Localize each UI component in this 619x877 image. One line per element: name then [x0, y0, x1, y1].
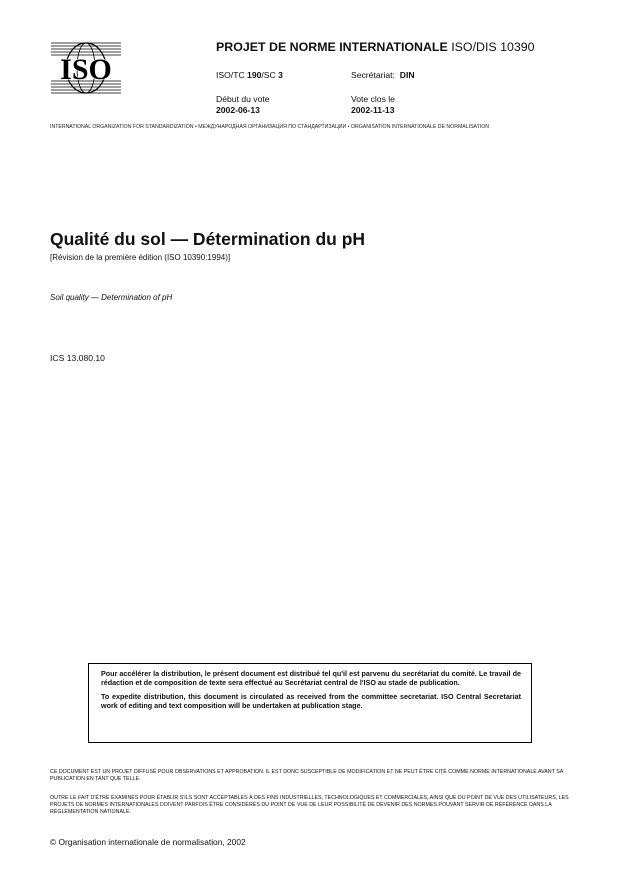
notice-english: To expedite distribution, this document is circulated as received from the committee secretariat. ISO Central Secretariat work of editing and text composition will be undertaken at publication stage. [101, 691, 521, 710]
iso-logo-text: ISO [60, 53, 112, 86]
vote-start-label: Début du vote [216, 94, 270, 104]
committee: ISO/TC 190/SC 3 [216, 70, 283, 80]
organization-names: INTERNATIONAL ORGANIZATION FOR STANDARDIZATION • МЕЖДУНАРОДНАЯ ОРГАНИЗАЦИЯ ПО СТАНДАРТИЗАЦИИ • ORGANISATION INTERNATIONALE DE NORMALISATION [50, 124, 489, 130]
disclaimer-draft: CE DOCUMENT EST UN PROJET DIFFUSÉ POUR OBSERVATIONS ET APPROBATION. IL EST DONC SUSCEPTIBLE DE MODIFICATION ET NE PEUT ÊTRE CITÉ COMME NORME INTERNATIONALE AVANT SA PUBLICATION EN TANT QUE TELLE. [50, 769, 563, 782]
disclaimer-regulation: OUTRE LE FAIT D'ÊTRE EXAMINÉS POUR ÉTABLIR S'ILS SONT ACCEPTABLES À DES FINS INDUSTRIELLES, TECHNOLOGIQUES ET COMMERCIALES, AINSI QUE DU POINT DE VUE DES UTILISATEURS, LES PROJETS DE NORMES INTERNATIONALES DOIVENT PARFOIS ÊTRE CONSIDÉRÉS DU POINT DE VUE DE LEUR POSSIBILITÉ DE DEVENIR DES NORMES POUVANT SERVIR DE RÉFÉRENCE DANS LA RÉGLEMENTATION NATIONALE. [50, 795, 569, 815]
document-type: PROJET DE NORME INTERNATIONALE [216, 40, 448, 54]
document-reference: ISO/DIS 10390 [451, 40, 535, 54]
notice-french: Pour accélérer la distribution, le présent document est distribué tel qu'il est parvenu du secrétariat du comité. Le travail de rédaction et de composition de texte sera effectué au Secrétariat central de l'ISO au stade de publication. [101, 669, 521, 688]
document-title: Qualité du sol — Détermination du pH [50, 229, 366, 249]
distribution-notice [88, 663, 532, 743]
vote-end-label: Vote clos le [351, 94, 395, 104]
vote-start-date: 2002-06-13 [216, 105, 260, 115]
document-type-heading [216, 40, 535, 54]
revision-note: [Révision de la première édition (ISO 10390:1994)] [50, 253, 231, 262]
secretariat: Secrétariat: DIN [351, 70, 415, 80]
english-title: Soil quality — Determination of pH [50, 293, 173, 302]
copyright: © Organisation internationale de normalisation, 2002 [50, 837, 246, 847]
ics-code: ICS 13.080.10 [50, 353, 105, 363]
vote-end-date: 2002-11-13 [351, 105, 395, 115]
iso-logo [51, 41, 121, 95]
